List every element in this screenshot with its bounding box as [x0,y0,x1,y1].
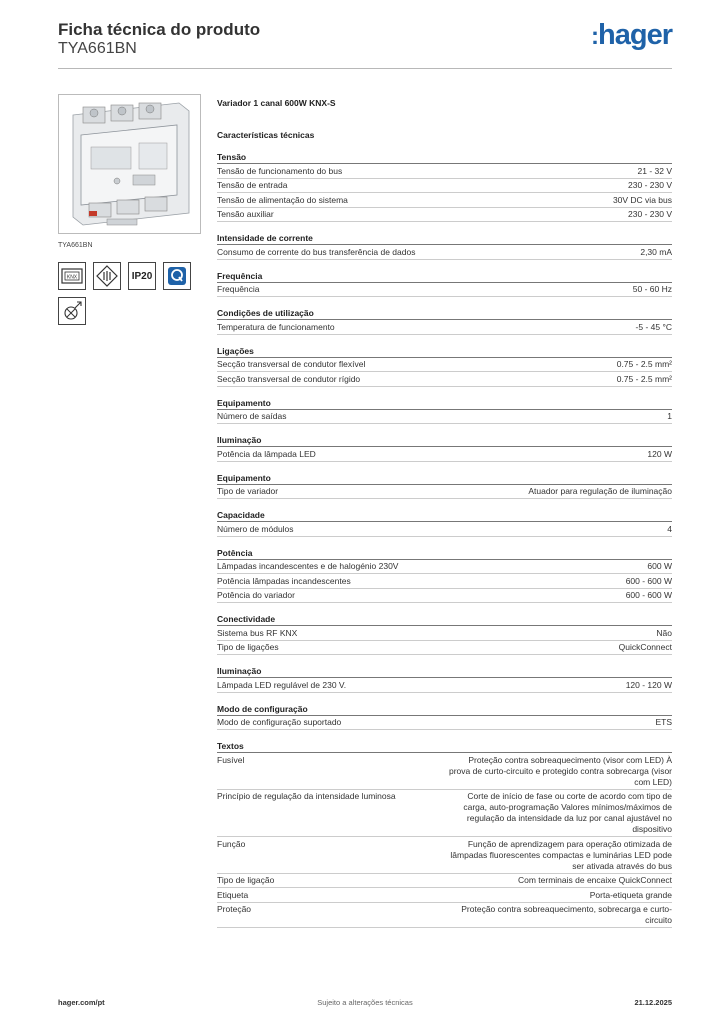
spec-group [217,434,672,462]
dimmer-symbol-icon [58,297,86,325]
spec-value: Não [656,627,672,638]
group-title: Equipamento [217,472,672,485]
spec-value: 120 W [647,448,672,459]
spec-label: Potência do variador [217,590,295,600]
group-title: Equipamento [217,397,672,410]
spec-row [217,626,672,641]
group-title: Iluminação [217,665,672,678]
text-row [217,753,672,790]
text-row [217,837,672,874]
spec-label: Lâmpada LED regulável de 230 V. [217,679,347,690]
spec-row [217,193,672,208]
text-value: Proteção contra sobreaquecimento (visor com LED) À prova de curto-circuito e protegido contra sobrecarga (visor com LED) [449,754,672,787]
spec-column [217,96,672,928]
left-column [58,94,203,325]
text-value: Corte de início de fase ou corte de acordo com tipo de carga, auto-programação Valores mínimos/máximos de regulação da intensidade da luz por canal ajustável no dispositivo [463,791,672,834]
spec-group [217,397,672,425]
spec-value: Atuador para regulação de iluminação [528,486,672,496]
spec-label: Número de saídas [217,411,287,421]
spec-row [217,641,672,656]
spec-value: -5 - 45 °C [635,321,672,332]
spec-label: Secção transversal de condutor rígido [217,373,361,384]
text-row [217,888,672,903]
spec-label: Tensão auxiliar [217,209,274,219]
spec-label: Frequência [217,284,260,294]
text-label: Função [217,838,246,849]
spec-value: 21 - 32 V [637,165,672,176]
group-title: Conectividade [217,613,672,626]
spec-label: Número de módulos [217,523,294,534]
brand-name: hager [598,19,672,51]
text-label: Tipo de ligação [217,875,275,885]
product-name: Variador 1 canal 600W KNX-S [217,98,336,108]
ip-rating: IP20 [131,270,153,282]
text-row [217,790,672,838]
spec-label: Lâmpadas incandescentes e de halogénio 230V [217,561,399,571]
group-title: Intensidade de corrente [217,232,672,245]
text-row [217,903,672,929]
spec-row [217,208,672,223]
brand-logo: :hager [591,19,672,51]
spec-row [217,245,672,260]
spec-label: Tensão de entrada [217,180,288,190]
spec-group [217,703,672,731]
footer-website[interactable]: hager.com/pt [58,998,105,1007]
ip20-icon [128,262,156,290]
spec-row [217,574,672,589]
spec-value: 230 - 230 V [628,209,672,219]
page-header [58,20,672,68]
group-title: Modo de configuração [217,703,672,716]
spec-label: Potência lâmpadas incandescentes [217,575,351,586]
group-title: Frequência [217,270,672,283]
spec-label: Tensão de alimentação do sistema [217,194,348,205]
spec-group [217,270,672,298]
spec-value: 1 [667,411,672,421]
spec-group [217,613,672,655]
text-row [217,874,672,889]
product-image [58,94,201,234]
spec-row [217,447,672,462]
spec-row [217,358,672,373]
spec-row [217,320,672,335]
spec-value: 0.75 - 2.5 mm² [616,359,672,369]
spec-value: 2,30 mA [640,246,672,257]
group-title: Ligações [217,345,672,358]
group-title: Potência [217,547,672,560]
spec-label: Tipo de ligações [217,642,279,652]
group-title: Capacidade [217,509,672,522]
spec-value: 600 - 600 W [625,590,672,600]
text-label: Etiqueta [217,889,249,900]
quickconnect-icon [163,262,191,290]
spec-label: Tipo de variador [217,486,279,496]
spec-group [217,472,672,500]
page-footer [58,998,672,1010]
footer-date: 21.12.2025 [634,998,672,1007]
spec-value: QuickConnect [618,642,672,652]
spec-group [217,232,672,260]
text-value: Com terminais de encaixe QuickConnect [517,875,672,885]
spec-label: Modo de configuração suportado [217,717,342,727]
text-label: Proteção [217,904,252,914]
header-divider [58,68,672,69]
spec-label: Sistema bus RF KNX [217,627,298,638]
spec-group [217,547,672,604]
image-caption: TYA661BN [58,242,93,249]
group-title: Tensão [217,151,672,164]
spec-row [217,485,672,500]
spec-group [217,345,672,387]
spec-row [217,716,672,731]
spec-row [217,179,672,194]
text-value: Proteção contra sobreaquecimento, sobrecarga e curto-circuito [461,904,672,925]
spec-label: Secção transversal de condutor flexível [217,359,366,369]
spec-value: 600 - 600 W [625,575,672,586]
spec-row [217,522,672,537]
spec-label: Tensão de funcionamento do bus [217,165,343,176]
spec-label: Temperatura de funcionamento [217,321,335,332]
spec-value: 230 - 230 V [628,180,672,190]
text-label: Fusível [217,754,245,765]
spec-group [217,665,672,693]
din-rail-module-illustration [59,95,200,233]
spec-group [217,509,672,537]
product-reference: TYA661BN [58,40,137,57]
tech-section-title: Características técnicas [217,130,315,140]
page-title: Ficha técnica do produto [58,20,261,39]
spec-row [217,678,672,693]
spec-row [217,560,672,575]
spec-value: 30V DC via bus [612,194,672,205]
spec-value: 600 W [647,561,672,571]
group-title: Iluminação [217,434,672,447]
knx-certified-icon [93,262,121,290]
texts-group [217,740,672,928]
text-label: Princípio de regulação da intensidade luminosa [217,791,396,801]
group-title: Textos [217,740,672,753]
certification-row [58,262,203,290]
ce-mark-icon [58,262,86,290]
spec-value: 120 - 120 W [625,679,672,690]
spec-value: 0.75 - 2.5 mm² [616,373,672,384]
spec-row [217,283,672,298]
spec-row [217,410,672,425]
group-title: Condições de utilização [217,307,672,320]
spec-value: 50 - 60 Hz [632,284,672,294]
spec-row [217,372,672,387]
svg-text:KNX: KNX [66,274,78,281]
footer-notice: Sujeito a alterações técnicas [317,998,413,1007]
spec-row [217,164,672,179]
spec-label: Potência da lâmpada LED [217,448,316,459]
spec-row [217,589,672,604]
spec-value: 4 [667,523,672,534]
spec-group [217,307,672,335]
spec-label: Consumo de corrente do bus transferência de dados [217,246,416,257]
spec-group [217,151,672,222]
spec-groups [217,151,672,730]
spec-value: ETS [655,717,672,727]
text-value: Porta-etiqueta grande [589,889,672,900]
text-value: Função de aprendizagem para operação otimizada de lâmpadas fluorescentes compactas e luminárias LED pode ser ativada através do bus [450,838,672,871]
